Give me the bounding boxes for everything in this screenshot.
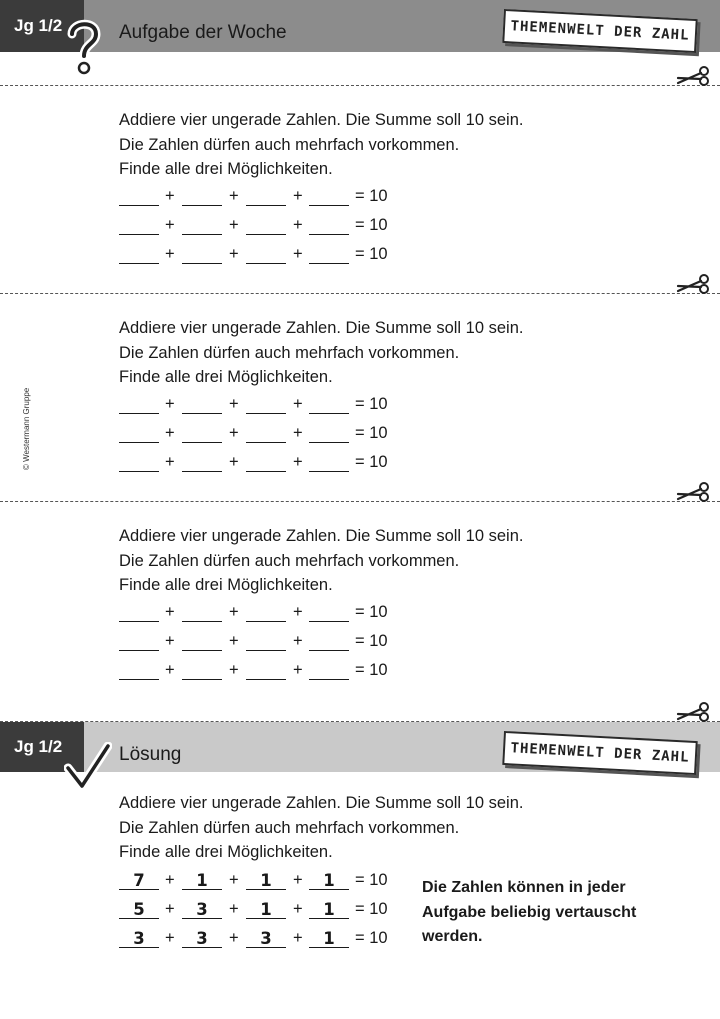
- plus-sign: +: [229, 900, 239, 918]
- task-line: Addiere vier ungerade Zahlen. Die Summe soll 10 sein.: [119, 527, 524, 545]
- answer-blank[interactable]: [119, 632, 159, 651]
- answer-value: 3: [246, 929, 286, 948]
- answer-blank[interactable]: [182, 661, 222, 680]
- scissors-icon: [676, 274, 710, 294]
- answer-blank[interactable]: [119, 661, 159, 680]
- plus-sign: +: [293, 395, 303, 413]
- answer-value: 1: [246, 900, 286, 919]
- plus-sign: +: [229, 661, 239, 679]
- solution-equation-row: [119, 900, 409, 920]
- answer-blank[interactable]: [309, 424, 349, 443]
- answer-value: 3: [182, 929, 222, 948]
- equals-ten: = 10: [355, 661, 388, 679]
- plus-sign: +: [165, 424, 175, 442]
- answer-blank[interactable]: [246, 395, 286, 414]
- task-line: Die Zahlen dürfen auch mehrfach vorkommen.: [119, 551, 460, 570]
- answer-blank[interactable]: [309, 216, 349, 235]
- answer-value: 1: [309, 900, 349, 919]
- equals-ten: = 10: [355, 632, 388, 650]
- question-mark-icon: [64, 18, 104, 78]
- task-text: [119, 108, 523, 182]
- answer-value: 1: [182, 871, 222, 890]
- equation-row: [119, 453, 409, 473]
- topic-stamp: THEMENWELT DER ZAHL: [502, 9, 698, 53]
- plus-sign: +: [165, 661, 175, 679]
- task-line: Finde alle drei Möglichkeiten.: [119, 160, 333, 178]
- topic-stamp: THEMENWELT DER ZAHL: [502, 731, 698, 775]
- plus-sign: +: [165, 453, 175, 471]
- plus-sign: +: [293, 632, 303, 650]
- equals-ten: = 10: [355, 424, 388, 442]
- solution-note: Die Zahlen können in jeder Aufgabe beliebig vertauscht werden.: [422, 879, 637, 945]
- plus-sign: +: [165, 632, 175, 650]
- answer-blank[interactable]: [246, 632, 286, 651]
- answer-blank[interactable]: [119, 424, 159, 443]
- answer-blank[interactable]: [309, 661, 349, 680]
- plus-sign: +: [293, 453, 303, 471]
- plus-sign: +: [229, 395, 239, 413]
- answer-blank[interactable]: [119, 216, 159, 235]
- plus-sign: +: [165, 216, 175, 234]
- task-line: Die Zahlen dürfen auch mehrfach vorkommen.: [119, 818, 460, 837]
- plus-sign: +: [229, 871, 239, 889]
- answer-blank[interactable]: [246, 187, 286, 206]
- plus-sign: +: [165, 603, 175, 621]
- plus-sign: +: [229, 216, 239, 234]
- answer-blank[interactable]: [246, 603, 286, 622]
- answer-blank[interactable]: [182, 187, 222, 206]
- equation-row: [119, 216, 409, 236]
- equation-row: [119, 395, 409, 415]
- equation-row: [119, 187, 409, 207]
- task-line: Die Zahlen dürfen auch mehrfach vorkommen.: [119, 343, 460, 362]
- answer-blank[interactable]: [309, 245, 349, 264]
- equals-ten: = 10: [355, 871, 388, 889]
- equals-ten: = 10: [355, 245, 388, 263]
- plus-sign: +: [293, 661, 303, 679]
- answer-blank[interactable]: [119, 603, 159, 622]
- plus-sign: +: [293, 245, 303, 263]
- cut-line: [0, 293, 720, 294]
- task-text: [119, 316, 523, 390]
- answer-blank[interactable]: [182, 424, 222, 443]
- equals-ten: = 10: [355, 216, 388, 234]
- plus-sign: +: [293, 929, 303, 947]
- answer-blank[interactable]: [246, 453, 286, 472]
- answer-blank[interactable]: [309, 632, 349, 651]
- grade-label: Jg 1/2: [0, 0, 84, 52]
- equation-row: [119, 245, 409, 265]
- answer-blank[interactable]: [182, 245, 222, 264]
- answer-blank[interactable]: [246, 424, 286, 443]
- task-text: [119, 524, 523, 598]
- plus-sign: +: [165, 245, 175, 263]
- equation-row: [119, 424, 409, 444]
- plus-sign: +: [165, 900, 175, 918]
- answer-value: 1: [309, 929, 349, 948]
- solution-equation-row: [119, 929, 409, 949]
- plus-sign: +: [293, 187, 303, 205]
- equals-ten: = 10: [355, 453, 388, 471]
- plus-sign: +: [165, 871, 175, 889]
- equation-row: [119, 632, 409, 652]
- plus-sign: +: [293, 603, 303, 621]
- answer-blank[interactable]: [182, 603, 222, 622]
- answer-value: 3: [119, 929, 159, 948]
- solution-title: Lösung: [119, 744, 182, 765]
- equals-ten: = 10: [355, 395, 388, 413]
- answer-blank[interactable]: [246, 216, 286, 235]
- task-line: Addiere vier ungerade Zahlen. Die Summe soll 10 sein.: [119, 111, 524, 129]
- plus-sign: +: [229, 453, 239, 471]
- answer-blank[interactable]: [246, 245, 286, 264]
- plus-sign: +: [293, 424, 303, 442]
- answer-value: 7: [119, 871, 159, 890]
- task-line: Addiere vier ungerade Zahlen. Die Summe soll 10 sein.: [119, 319, 524, 337]
- answer-value: 1: [246, 871, 286, 890]
- answer-blank[interactable]: [182, 632, 222, 651]
- plus-sign: +: [229, 632, 239, 650]
- plus-sign: +: [293, 216, 303, 234]
- answer-value: 1: [309, 871, 349, 890]
- grade-label: Jg 1/2: [0, 722, 84, 772]
- page-title: Aufgabe der Woche: [119, 22, 287, 43]
- answer-blank[interactable]: [246, 661, 286, 680]
- equals-ten: = 10: [355, 900, 388, 918]
- answer-blank[interactable]: [309, 395, 349, 414]
- answer-blank[interactable]: [119, 187, 159, 206]
- answer-blank[interactable]: [119, 245, 159, 264]
- answer-blank[interactable]: [309, 453, 349, 472]
- answer-blank[interactable]: [182, 216, 222, 235]
- plus-sign: +: [293, 900, 303, 918]
- equals-ten: = 10: [355, 929, 388, 947]
- solution-equation-row: [119, 871, 409, 891]
- cut-line: [0, 85, 720, 86]
- equals-ten: = 10: [355, 603, 388, 621]
- answer-blank[interactable]: [309, 187, 349, 206]
- checkmark-icon: [64, 742, 112, 792]
- plus-sign: +: [165, 929, 175, 947]
- copyright-note: © Westermann Gruppe: [22, 387, 31, 470]
- plus-sign: +: [229, 603, 239, 621]
- plus-sign: +: [229, 187, 239, 205]
- plus-sign: +: [229, 245, 239, 263]
- task-line: Die Zahlen dürfen auch mehrfach vorkommen.: [119, 135, 460, 154]
- answer-value: 5: [119, 900, 159, 919]
- answer-value: 3: [182, 900, 222, 919]
- answer-blank[interactable]: [119, 395, 159, 414]
- equation-row: [119, 603, 409, 623]
- task-line: Addiere vier ungerade Zahlen. Die Summe soll 10 sein.: [119, 794, 524, 812]
- scissors-icon: [676, 702, 710, 722]
- plus-sign: +: [165, 187, 175, 205]
- scissors-icon: [676, 66, 710, 86]
- task-line: Finde alle drei Möglichkeiten.: [119, 576, 333, 594]
- task-line: Finde alle drei Möglichkeiten.: [119, 368, 333, 386]
- answer-blank[interactable]: [309, 603, 349, 622]
- answer-blank[interactable]: [119, 453, 159, 472]
- task-text: [119, 791, 523, 865]
- scissors-icon: [676, 482, 710, 502]
- plus-sign: +: [229, 424, 239, 442]
- cut-line: [0, 501, 720, 502]
- equals-ten: = 10: [355, 187, 388, 205]
- equation-row: [119, 661, 409, 681]
- plus-sign: +: [165, 395, 175, 413]
- plus-sign: +: [293, 871, 303, 889]
- answer-blank[interactable]: [182, 395, 222, 414]
- task-line: Finde alle drei Möglichkeiten.: [119, 843, 333, 861]
- answer-blank[interactable]: [182, 453, 222, 472]
- plus-sign: +: [229, 929, 239, 947]
